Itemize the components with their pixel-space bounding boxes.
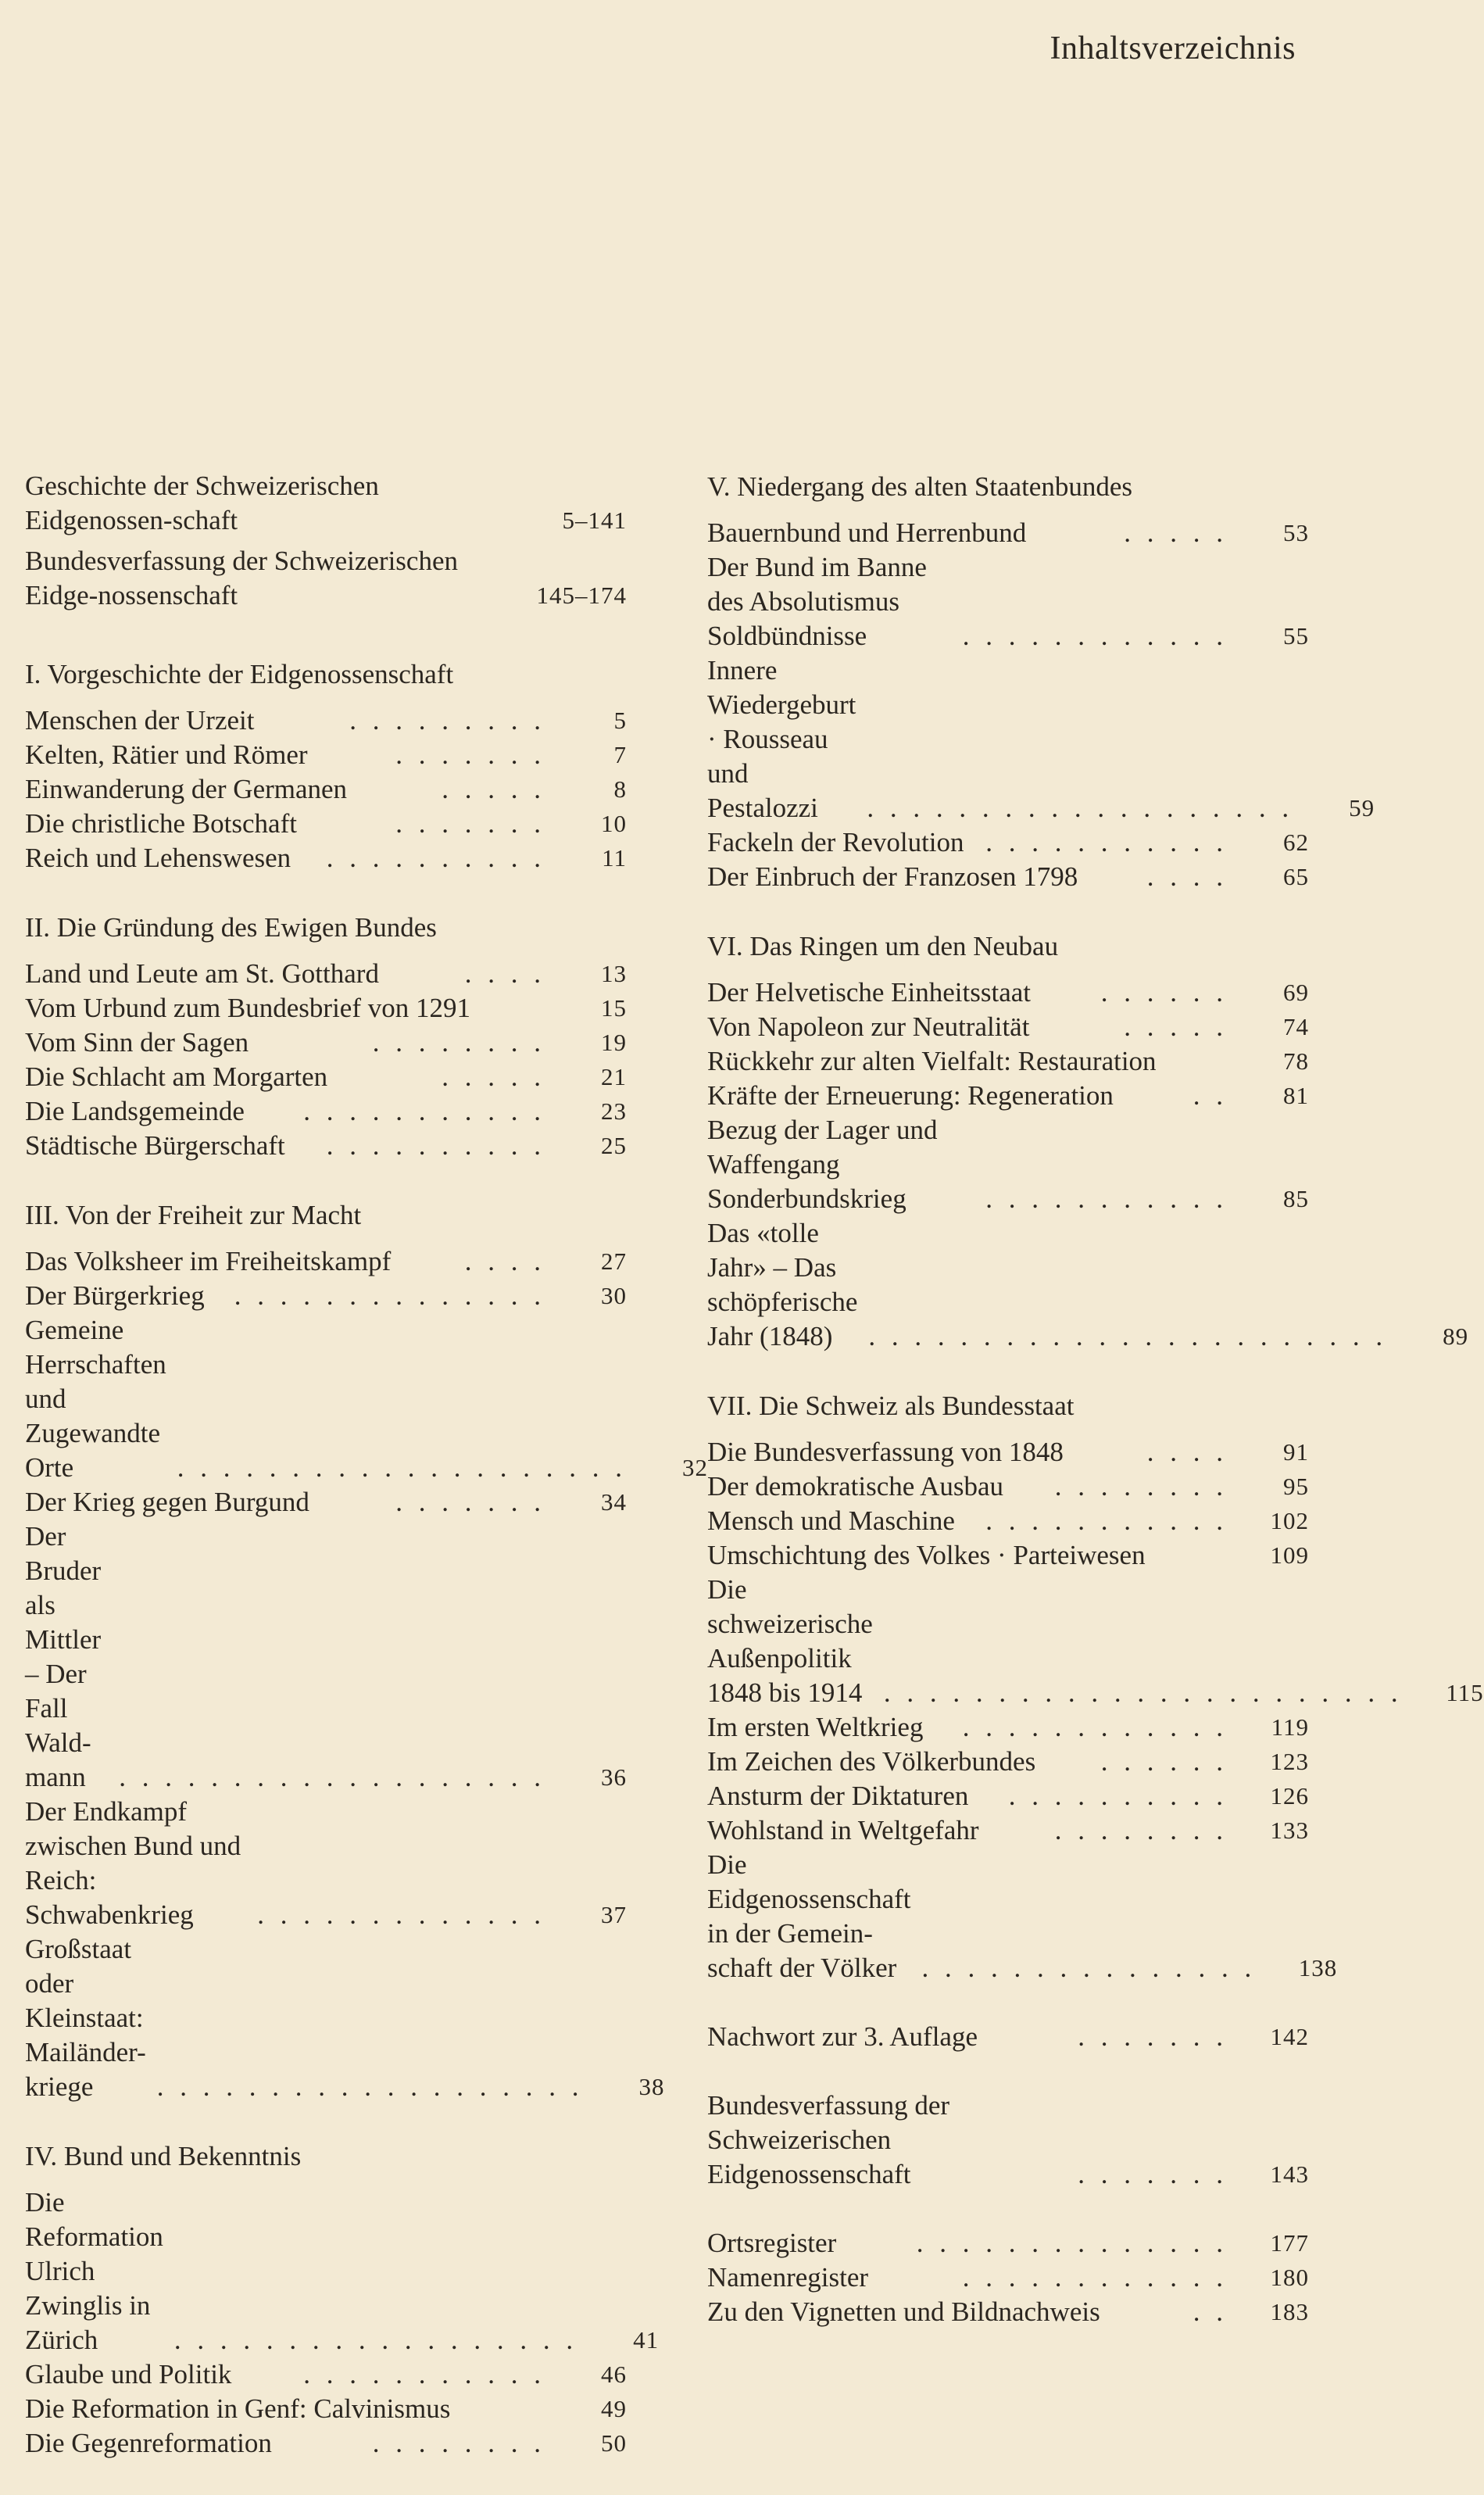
toc-entry (25, 738, 627, 772)
toc-dot-leader: . . . . (1146, 1437, 1228, 1467)
toc-page-number: 59 (1349, 794, 1375, 822)
toc-entry-title: Wohlstand in Weltgefahr (707, 1815, 979, 1845)
toc-page-number: 15 (601, 994, 627, 1022)
toc-entry (707, 1044, 1309, 1079)
toc-entry (707, 1010, 1309, 1044)
toc-entry (707, 653, 1375, 825)
toc-page-number: 62 (1283, 829, 1309, 856)
toc-entry (707, 2020, 1309, 2054)
toc-entry (707, 2295, 1309, 2329)
toc-entry (25, 1129, 627, 1163)
toc-page-number: 91 (1283, 1438, 1309, 1466)
toc-entry-title: Vom Sinn der Sagen (25, 1027, 249, 1058)
toc-dot-leader: . . . . . . . . . . . . . . . . . . . . . . . (883, 1677, 1403, 1708)
toc-entry-title: Bundesverfassung der Schweizerischen Eidgenossenschaft (707, 2090, 950, 2189)
toc-dot-leader: . . . . . . . (395, 739, 545, 770)
toc-page-number: 81 (1283, 1082, 1309, 1109)
toc-entry-title: Die Gegenreformation (25, 2428, 272, 2458)
toc-dot-leader: . . . . . . . . . . (326, 843, 545, 873)
toc-entry (707, 1779, 1309, 1813)
toc-section (25, 2139, 660, 2461)
toc-dot-leader: . . . . . . . . . . . . . . . (921, 1953, 1257, 1983)
toc-page-number: 10 (601, 810, 627, 837)
toc-entry (25, 991, 627, 1026)
toc-entry (707, 1079, 1309, 1113)
intro-page-range: 5–141 (562, 507, 627, 534)
toc-entry-title: Die Bundesverfassung von 1848 (707, 1437, 1064, 1467)
toc-page-number: 95 (1283, 1473, 1309, 1500)
toc-page-number: 123 (1270, 1748, 1309, 1775)
toc-page-number: 37 (601, 1901, 627, 1928)
toc-page-number: 126 (1270, 1782, 1309, 1810)
toc-dot-leader: . . . . . (1124, 517, 1228, 548)
toc-entry-title: Kelten, Rätier und Römer (25, 739, 308, 770)
toc-entry (707, 1573, 1484, 1710)
toc-entry-title: Die schweizerische Außenpolitik 1848 bis 1914 (707, 1574, 873, 1708)
section-heading: VII. Die Schweiz als Bundesstaat (707, 1391, 1075, 1421)
toc-dot-leader: . . . . . . . (1078, 2021, 1228, 2052)
toc-section (707, 2226, 1309, 2329)
intro-page-range: 145–174 (536, 582, 627, 609)
toc-page-number: 27 (601, 1248, 627, 1275)
toc-entry-title: Der Bund im Banne des Absolutismus Soldbündnisse (707, 552, 927, 651)
toc-entry-title: Ansturm der Diktaturen (707, 1781, 969, 1811)
toc-entry (25, 1026, 627, 1060)
toc-entry (707, 860, 1309, 894)
toc-entry (707, 975, 1309, 1010)
toc-entry (707, 1538, 1309, 1573)
toc-entry (25, 2185, 660, 2357)
toc-dot-leader: . . . . . . . . . . . (303, 1096, 545, 1126)
toc-dot-leader: . . . . . . . . . . . . (962, 621, 1228, 651)
toc-entry-title: Die Reformation Ulrich Zwinglis in Zürich (25, 2187, 163, 2355)
toc-page-number: 53 (1283, 519, 1309, 546)
section-heading: VI. Das Ringen um den Neubau (707, 931, 1059, 961)
toc-entry-title: Der demokratische Ausbau (707, 1471, 1004, 1502)
toc-dot-leader: . . . . . . . . . . . . (962, 1712, 1228, 1742)
toc-page-number: 21 (601, 1063, 627, 1090)
toc-entry (707, 1469, 1309, 1504)
toc-dot-leader: . . . . . . . . . . . . . (257, 1899, 545, 1930)
page-title: Inhaltsverzeichnis (1050, 30, 1296, 66)
toc-entry (25, 1795, 627, 1932)
toc-entry-title: Land und Leute am St. Gotthard (25, 958, 379, 989)
toc-entry (25, 1313, 708, 1485)
toc-dot-leader: . . . . . . . . . . . . (962, 2262, 1228, 2293)
toc-entry (25, 2426, 627, 2461)
toc-section (25, 657, 627, 875)
toc-page-number: 69 (1283, 979, 1309, 1006)
toc-dot-leader: . . . . . . . . . . . . . . . . . . (173, 2325, 578, 2355)
toc-dot-leader: . . . . . . . . . . (326, 1130, 545, 1161)
toc-dot-leader: . . . . . . . . . . . . . . (234, 1280, 545, 1311)
toc-entry-title: Das Volksheer im Freiheitskampf (25, 1246, 392, 1276)
toc-entry-title: Im ersten Weltkrieg (707, 1712, 924, 1742)
toc-entry-title: Die christliche Botschaft (25, 808, 297, 839)
toc-entry-title: Großstaat oder Kleinstaat: Mailänder-kriege (25, 1934, 146, 2102)
toc-page-number: 5 (613, 707, 627, 734)
toc-entry-title: Zu den Vignetten und Bildnachweis (707, 2296, 1100, 2327)
toc-entry-title: Gemeine Herrschaften und Zugewandte Orte (25, 1315, 166, 1483)
toc-entry (707, 1435, 1309, 1469)
toc-dot-leader: . . . . . . (1100, 977, 1228, 1008)
toc-section (707, 2089, 1309, 2192)
toc-entry (707, 1710, 1309, 1745)
toc-entry (25, 1060, 627, 1094)
toc-dot-leader: . . . . (1146, 861, 1228, 892)
toc-entry-title: Innere Wiedergeburt · Rousseau und Pestalozzi (707, 655, 856, 823)
toc-entry-title: Städtische Bürgerschaft (25, 1130, 285, 1161)
toc-entry (707, 1113, 1309, 1216)
toc-entry-title: Im Zeichen des Völkerbundes (707, 1746, 1036, 1777)
toc-entry (707, 1216, 1469, 1354)
toc-entry (25, 807, 627, 841)
toc-dot-leader: . . (1193, 1080, 1228, 1111)
toc-entry (707, 2089, 1309, 2192)
intro-entry-title: Bundesverfassung der Schweizerischen Eidge-nossenschaft (25, 546, 458, 610)
toc-dot-leader: . . . . . . . (395, 1487, 545, 1517)
toc-page-number: 142 (1270, 2023, 1309, 2050)
toc-page-number: 8 (613, 775, 627, 803)
toc-entry-title: Menschen der Urzeit (25, 705, 255, 736)
toc-page-number: 46 (601, 2361, 627, 2388)
toc-entry-title: Rückkehr zur alten Vielfalt: Restauration (707, 1046, 1157, 1076)
toc-page-number: 74 (1283, 1013, 1309, 1040)
toc-section (25, 910, 627, 1163)
intro-entry (25, 544, 627, 613)
toc-entry (25, 841, 627, 875)
toc-entry (25, 1244, 627, 1279)
toc-page-number: 34 (601, 1488, 627, 1516)
toc-entry-title: Glaube und Politik (25, 2359, 232, 2389)
toc-page-number: 89 (1443, 1323, 1469, 1350)
toc-page-number: 143 (1270, 2160, 1309, 2188)
toc-entry-title: Namenregister (707, 2262, 869, 2293)
toc-entry (707, 516, 1309, 550)
toc-dot-leader: . . . . . . . . . . . (985, 1183, 1228, 1214)
section-heading: V. Niedergang des alten Staatenbundes (707, 471, 1132, 502)
toc-page-number: 13 (601, 960, 627, 987)
intro-entry-title: Geschichte der Schweizerischen Eidgenossen-schaft (25, 471, 379, 535)
toc-entry-title: Kräfte der Erneuerung: Regeneration (707, 1080, 1114, 1111)
toc-entry-title: Der Einbruch der Franzosen 1798 (707, 861, 1078, 892)
toc-section (707, 2020, 1309, 2054)
toc-dot-leader: . . . . . . . . . . . . . . . . . . . (867, 793, 1294, 823)
toc-page-number: 109 (1270, 1541, 1309, 1569)
toc-dot-leader: . . . . . . . . . . . . . . . . . . . . . . . (868, 1321, 1388, 1351)
section-heading: II. Die Gründung des Ewigen Bundes (25, 912, 437, 943)
toc-entry (25, 1932, 665, 2104)
intro-entry (25, 469, 627, 538)
toc-dot-leader: . . . . . (442, 1061, 545, 1092)
section-heading: III. Von der Freiheit zur Macht (25, 1200, 362, 1230)
toc-entry (25, 1485, 627, 1520)
toc-entry-title: Der Helvetische Einheitsstaat (707, 977, 1032, 1008)
toc-section (707, 929, 1469, 1354)
toc-entry-title: Reich und Lehenswesen (25, 843, 291, 873)
toc-dot-leader: . . . . . . . . . . . . . . (916, 2228, 1228, 2258)
toc-page-number: 23 (601, 1097, 627, 1125)
toc-dot-leader: . . . . . . . (395, 808, 545, 839)
toc-entry (707, 2226, 1309, 2261)
toc-page-number: 7 (613, 741, 627, 768)
toc-entry (25, 1094, 627, 1129)
toc-entry-title: Das «tolle Jahr» – Das schöpferische Jahr (1848) (707, 1218, 858, 1351)
toc-entry (25, 772, 627, 807)
toc-entry-title: Die Schlacht am Morgarten (25, 1061, 328, 1092)
toc-dot-leader: . . . . . . . . . . . (303, 2359, 545, 2389)
toc-page-number: 25 (601, 1132, 627, 1159)
toc-dot-leader: . . . . . . . . (372, 2428, 545, 2458)
toc-page-number: 49 (601, 2395, 627, 2422)
toc-entry-title: Die Landsgemeinde (25, 1096, 245, 1126)
toc-dot-leader: . . . . . . . . . . . . . . . . . . . . (177, 1452, 627, 1483)
toc-entry-title: Bezug der Lager und Waffengang Sonderbundskrieg (707, 1115, 938, 1214)
toc-dot-leader: . . . . . . (1100, 1746, 1228, 1777)
toc-page-number: 102 (1270, 1507, 1309, 1534)
toc-page-number: 50 (601, 2429, 627, 2457)
left-column (25, 469, 708, 2495)
toc-entry-title: Einwanderung der Germanen (25, 774, 348, 804)
toc-dot-leader: . . . . . . . . . (349, 705, 545, 736)
toc-dot-leader: . . . . . . . . . . . (985, 1505, 1228, 1536)
toc-dot-leader: . . . . . (442, 774, 545, 804)
intro-block (25, 469, 627, 613)
toc-entry-title: Bauernbund und Herrenbund (707, 517, 1027, 548)
toc-page-number: 85 (1283, 1185, 1309, 1212)
toc-entry-title: Mensch und Maschine (707, 1505, 955, 1536)
toc-entry-title: Ortsregister (707, 2228, 837, 2258)
right-sections (707, 469, 1484, 2329)
toc-page-number: 65 (1283, 863, 1309, 890)
toc-entry-title: Vom Urbund zum Bundesbrief von 1291 (25, 993, 470, 1023)
toc-entry (25, 1520, 627, 1795)
toc-entry (25, 2357, 627, 2392)
toc-entry-title: Die Eidgenossenschaft in der Gemein-schaft der Völker (707, 1849, 911, 1983)
toc-entry (707, 550, 1309, 653)
toc-dot-leader: . . . . (464, 958, 545, 989)
toc-entry (707, 825, 1309, 860)
toc-page-number: 55 (1283, 622, 1309, 650)
toc-page-number: 38 (638, 2073, 665, 2100)
toc-dot-leader: . . . . . . . . (1054, 1471, 1228, 1502)
toc-dot-leader: . . . . . . . . (1054, 1815, 1228, 1845)
toc-page-number: 32 (681, 1454, 708, 1481)
toc-entry-title: Der Krieg gegen Burgund (25, 1487, 309, 1517)
toc-entry (707, 1813, 1309, 1848)
section-heading: I. Vorgeschichte der Eidgenossenschaft (25, 659, 454, 689)
toc-section (707, 469, 1375, 894)
toc-entry-title: Fackeln der Revolution (707, 827, 964, 857)
toc-entry (707, 2261, 1309, 2295)
toc-page-number: 180 (1270, 2264, 1309, 2291)
toc-entry-title: Die Reformation in Genf: Calvinismus (25, 2393, 451, 2424)
toc-page-number: 41 (633, 2326, 660, 2354)
toc-dot-leader: . . . . . . . . . . (1008, 1781, 1228, 1811)
right-column (707, 469, 1484, 2364)
left-sections (25, 657, 708, 2461)
toc-dot-leader: . . . . . . . . . . . . . . . . . . . (119, 1762, 545, 1792)
toc-entry (25, 957, 627, 991)
toc-page-number: 19 (601, 1029, 627, 1056)
toc-entry-title: Der Bruder als Mittler – Der Fall Wald-mann (25, 1521, 102, 1792)
toc-page-number: 11 (602, 844, 627, 872)
toc-entry (707, 1745, 1309, 1779)
toc-entry (25, 1279, 627, 1313)
toc-page-number: 183 (1270, 2298, 1309, 2325)
toc-entry-title: Der Bürgerkrieg (25, 1280, 205, 1311)
toc-entry (25, 703, 627, 738)
toc-page-number: 78 (1283, 1047, 1309, 1075)
toc-entry (707, 1504, 1309, 1538)
toc-entry-title: Der Endkampf zwischen Bund und Reich: Schwabenkrieg (25, 1796, 241, 1930)
toc-dot-leader: . . . . (464, 1246, 545, 1276)
toc-dot-leader: . . . . . . . . . . . . . . . . . . . (156, 2071, 584, 2102)
toc-page-number: 36 (601, 1763, 627, 1791)
toc-dot-leader: . . . . . . . (1078, 2159, 1228, 2189)
toc-entry-title: Nachwort zur 3. Auflage (707, 2021, 978, 2052)
toc-dot-leader: . . . . . . . . (372, 1027, 545, 1058)
toc-entry (25, 2392, 627, 2426)
toc-section (707, 1388, 1484, 1985)
toc-page-number: 138 (1298, 1954, 1338, 1981)
section-heading: IV. Bund und Bekenntnis (25, 2141, 302, 2171)
toc-entry-title: Umschichtung des Volkes · Parteiwesen (707, 1540, 1146, 1570)
toc-page-number: 119 (1271, 1713, 1309, 1741)
toc-entry (707, 1848, 1338, 1985)
toc-section (25, 1197, 708, 2104)
toc-page-number: 133 (1270, 1817, 1309, 1844)
toc-dot-leader: . . . . . . . . . . . (985, 827, 1228, 857)
toc-page-number: 30 (601, 1282, 627, 1309)
toc-page-number: 115 (1446, 1679, 1484, 1706)
toc-page-number: 177 (1270, 2229, 1309, 2257)
toc-entry-title: Von Napoleon zur Neutralität (707, 1011, 1030, 1042)
toc-dot-leader: . . . . . (1124, 1011, 1228, 1042)
toc-dot-leader: . . (1193, 2296, 1228, 2327)
